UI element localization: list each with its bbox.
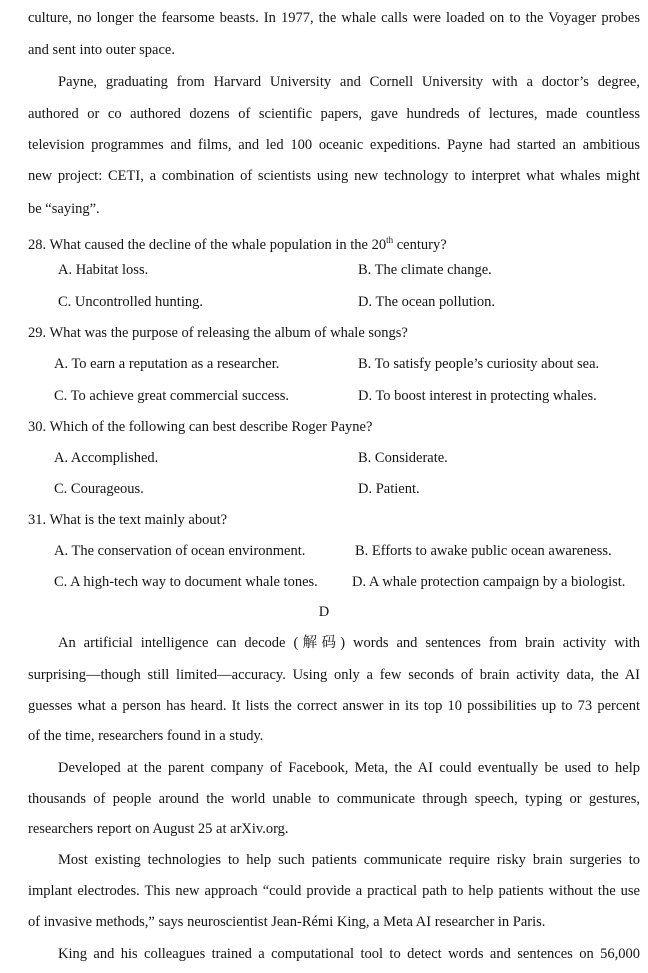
passage-c-line-1: culture, no longer the fearsome beasts. In 1977, the whale calls were loaded on to the Voyager probes [28,10,640,26]
passage-d-p3-line-2: implant electrodes. This new approach “could provide a practical path to help patients without the use [28,883,640,899]
passage-c-p2-line-1: Payne, graduating from Harvard University and Cornell University with a doctor’s degree, [58,74,640,90]
question-29-option-d[interactable]: D. To boost interest in protecting whales. [358,388,597,404]
passage-c-p2-line-2: authored or co authored dozens of scientific papers, gave hundreds of lectures, made countless [28,106,640,122]
passage-d-p3-line-3: of invasive methods,” says neuroscientist Jean-Rémi King, a Meta AI researcher in Paris. [28,914,546,930]
passage-d-p2-line-1: Developed at the parent company of Facebook, Meta, the AI could eventually be used to help [58,760,640,776]
passage-c-line-2: and sent into outer space. [28,42,175,58]
question-30-option-c[interactable]: C. Courageous. [54,481,144,497]
question-31-option-b[interactable]: B. Efforts to awake public ocean awareness. [355,543,612,559]
question-28-option-b[interactable]: B. The climate change. [358,262,492,278]
question-29-option-a[interactable]: A. To earn a reputation as a researcher. [54,356,280,372]
question-31-option-d[interactable]: D. A whale protection campaign by a biologist. [352,574,626,590]
question-31-stem: 31. What is the text mainly about? [28,512,228,528]
passage-d-p1-line-3: guesses what a person has heard. It lists the correct answer in its top 10 possibilities up to 73 percent [28,698,640,714]
passage-c-p2-line-3: television programmes and films, and led 100 oceanic expeditions. Payne had started an ambitious [28,137,640,153]
question-30-option-b[interactable]: B. Considerate. [358,450,448,466]
passage-c-p2-line-5: be “saying”. [28,201,100,217]
passage-d-heading: D [318,604,330,620]
passage-d-p2-line-3: researchers report on August 25 at arXiv.org. [28,821,289,837]
question-30-option-d[interactable]: D. Patient. [358,481,420,497]
passage-d-p4-line-1: King and his colleagues trained a computational tool to detect words and sentences on 56,000 [58,946,640,962]
passage-d-p1-line-4: of the time, researchers found in a study. [28,728,264,744]
question-31-option-a[interactable]: A. The conservation of ocean environment. [54,543,306,559]
question-31-option-c[interactable]: C. A high-tech way to document whale tones. [54,574,318,590]
question-29-stem: 29. What was the purpose of releasing the album of whale songs? [28,325,408,341]
passage-d-p2-line-2: thousands of people around the world unable to communicate through speech, typing or gestures, [28,791,640,807]
question-28-option-d[interactable]: D. The ocean pollution. [358,294,496,310]
question-30-option-a[interactable]: A. Accomplished. [54,450,159,466]
question-29-option-c[interactable]: C. To achieve great commercial success. [54,388,290,404]
passage-d-p1-line-1: An artificial intelligence can decode (解码) words and sentences from brain activity with [58,635,640,651]
question-28-stem: 28. What caused the decline of the whale population in the 20th century? [28,235,447,253]
question-30-stem: 30. Which of the following can best describe Roger Payne? [28,419,373,435]
passage-d-p3-line-1: Most existing technologies to help such patients communicate require risky brain surgeries to [58,852,640,868]
passage-c-p2-line-4: new project: CETI, a combination of scientists using new technology to interpret what whales might [28,168,640,184]
question-29-option-b[interactable]: B. To satisfy people’s curiosity about sea. [358,356,600,372]
question-28-option-c[interactable]: C. Uncontrolled hunting. [58,294,203,310]
passage-d-p1-line-2: surprising—though still limited—accuracy. Using only a few seconds of brain activity data, the AI [28,667,640,683]
question-28-option-a[interactable]: A. Habitat loss. [58,262,149,278]
